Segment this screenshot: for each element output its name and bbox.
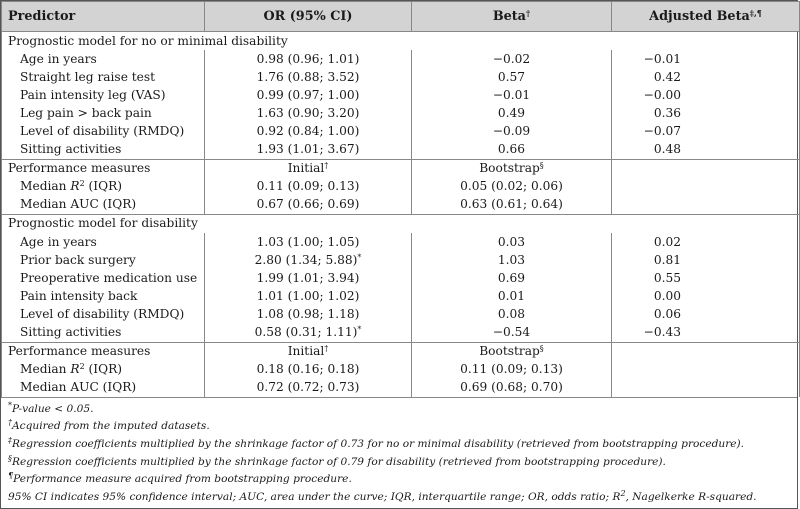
beta-cell: 0.66 — [412, 141, 612, 160]
adjusted-beta-cell: −0.07 — [612, 122, 800, 140]
median-r2-label: Median $R^2$ (IQR) — [2, 178, 205, 196]
beta-cell: 1.03 — [412, 251, 612, 269]
table-row — [2, 178, 800, 196]
empty-cell — [612, 342, 800, 361]
table-row — [2, 104, 800, 122]
auc-bootstrap-cell: 0.69 (0.68; 0.70) — [412, 379, 612, 397]
beta-cell: −0.01 — [412, 86, 612, 104]
results-table — [1, 1, 800, 397]
footnote-mark: ¶ — [8, 471, 14, 481]
odds-ratio-cell: 1.63 (0.90; 3.20) — [205, 104, 412, 122]
adjusted-beta-cell: 0.02 — [612, 233, 800, 251]
section-disability — [2, 214, 800, 396]
r2-initial-cell: 0.18 (0.16; 0.18) — [205, 361, 412, 379]
empty-cell — [612, 178, 800, 196]
auc-bootstrap-cell: 0.63 (0.61; 0.64) — [412, 196, 612, 215]
table-row — [2, 379, 800, 397]
table-row — [2, 233, 800, 251]
r2-bootstrap-cell: 0.05 (0.02; 0.06) — [412, 178, 612, 196]
r2-initial-cell: 0.11 (0.09; 0.13) — [205, 178, 412, 196]
auc-initial-cell: 0.72 (0.72; 0.73) — [205, 379, 412, 397]
beta-cell: 0.08 — [412, 305, 612, 323]
adjusted-beta-cell: −0.00 — [612, 86, 800, 104]
section-title-row — [2, 214, 800, 233]
odds-ratio-cell: 1.93 (1.01; 3.67) — [205, 141, 412, 160]
header-predictor: Predictor — [2, 2, 205, 32]
odds-ratio-cell: 2.80 (1.34; 5.88)* — [205, 251, 412, 269]
bootstrap-label: Bootstrap§ — [412, 342, 612, 361]
footnote: ¶Performance measure acquired from bootstrapping procedure. — [8, 471, 352, 486]
predictor-name: Leg pain > back pain — [2, 104, 205, 122]
predictor-name: Level of disability (RMDQ) — [2, 305, 205, 323]
adjusted-beta-cell: 0.06 — [612, 305, 800, 323]
odds-ratio-cell: 0.98 (0.96; 1.01) — [205, 50, 412, 68]
footnote: §Regression coefficients multiplied by the shrinkage factor of 0.79 for disability (retrieved from bootstrapping procedure). — [8, 453, 666, 468]
beta-cell: 0.69 — [412, 269, 612, 287]
beta-cell: 0.57 — [412, 68, 612, 86]
predictor-name: Age in years — [2, 50, 205, 68]
beta-cell: 0.49 — [412, 104, 612, 122]
adjusted-beta-cell: 0.48 — [612, 141, 800, 160]
performance-header-row — [2, 159, 800, 178]
adjusted-beta-cell: 0.55 — [612, 269, 800, 287]
median-auc-label: Median AUC (IQR) — [2, 196, 205, 215]
header-adjusted-beta: Adjusted Beta‡,¶ — [612, 2, 800, 32]
odds-ratio-cell: 1.01 (1.00; 1.02) — [205, 287, 412, 305]
predictor-name: Sitting activities — [2, 324, 205, 343]
significance-mark: * — [357, 252, 362, 262]
adjusted-beta-cell: 0.81 — [612, 251, 800, 269]
header-or: OR (95% CI) — [205, 2, 412, 32]
empty-cell — [612, 361, 800, 379]
adjusted-beta-cell: 0.36 — [612, 104, 800, 122]
predictor-name: Straight leg raise test — [2, 68, 205, 86]
predictor-name: Level of disability (RMDQ) — [2, 122, 205, 140]
predictor-name: Prior back surgery — [2, 251, 205, 269]
header-beta: Beta† — [412, 2, 612, 32]
beta-cell: −0.09 — [412, 122, 612, 140]
odds-ratio-cell: 1.76 (0.88; 3.52) — [205, 68, 412, 86]
table-row — [2, 251, 800, 269]
predictor-name: Sitting activities — [2, 141, 205, 160]
performance-header-row — [2, 342, 800, 361]
predictor-name: Preoperative medication use — [2, 269, 205, 287]
odds-ratio-cell: 0.92 (0.84; 1.00) — [205, 122, 412, 140]
table-row — [2, 86, 800, 104]
footnote: ‡Regression coefficients multiplied by the shrinkage factor of 0.73 for no or minimal disability (retrieved from bootstrapping procedure). — [8, 436, 745, 451]
beta-cell: −0.54 — [412, 324, 612, 343]
footnote: *P-value < 0.05. — [8, 400, 94, 415]
section-title: Prognostic model for disability — [2, 214, 800, 233]
header-row — [2, 2, 800, 32]
beta-cell: 0.03 — [412, 233, 612, 251]
adjusted-beta-cell: 0.42 — [612, 68, 800, 86]
beta-cell: −0.02 — [412, 50, 612, 68]
adjusted-beta-cell: −0.01 — [612, 50, 800, 68]
auc-initial-cell: 0.67 (0.66; 0.69) — [205, 196, 412, 215]
section-title: Prognostic model for no or minimal disability — [2, 32, 800, 51]
odds-ratio-cell: 1.99 (1.01; 3.94) — [205, 269, 412, 287]
footnote-mark: ‡ — [8, 436, 12, 446]
table-row — [2, 50, 800, 68]
empty-cell — [612, 159, 800, 178]
abbreviations-note: 95% CI indicates 95% confidence interval; AUC, area under the curve; IQR, interquartile range; OR, odds ratio; $R^2$, Nagelkerke R-squared. — [8, 488, 757, 503]
empty-cell — [612, 196, 800, 215]
table-row — [2, 287, 800, 305]
odds-ratio-cell: 1.03 (1.00; 1.05) — [205, 233, 412, 251]
section-no-minimal-disability — [2, 32, 800, 215]
table-row — [2, 269, 800, 287]
odds-ratio-cell: 0.99 (0.97; 1.00) — [205, 86, 412, 104]
median-r2-label: Median $R^2$ (IQR) — [2, 361, 205, 379]
footnote-mark: * — [8, 400, 12, 410]
adjusted-beta-cell: −0.43 — [612, 324, 800, 343]
significance-mark: * — [357, 325, 362, 335]
table-row — [2, 196, 800, 215]
table-row — [2, 361, 800, 379]
table-row — [2, 324, 800, 343]
footnote: †Acquired from the imputed datasets. — [8, 418, 210, 433]
table-row — [2, 141, 800, 160]
adjusted-beta-cell: 0.00 — [612, 287, 800, 305]
table-row — [2, 68, 800, 86]
table-row — [2, 305, 800, 323]
performance-label: Performance measures — [2, 342, 205, 361]
predictor-name: Pain intensity back — [2, 287, 205, 305]
footnote-mark: † — [8, 418, 12, 428]
odds-ratio-cell: 0.58 (0.31; 1.11)* — [205, 324, 412, 343]
predictor-name: Age in years — [2, 233, 205, 251]
performance-label: Performance measures — [2, 159, 205, 178]
footnote-mark: § — [8, 453, 12, 463]
initial-label: Initial† — [205, 159, 412, 178]
section-title-row — [2, 32, 800, 51]
r2-bootstrap-cell: 0.11 (0.09; 0.13) — [412, 361, 612, 379]
bootstrap-label: Bootstrap§ — [412, 159, 612, 178]
table-footnotes — [1, 397, 797, 509]
beta-cell: 0.01 — [412, 287, 612, 305]
initial-label: Initial† — [205, 342, 412, 361]
empty-cell — [612, 379, 800, 397]
predictor-name: Pain intensity leg (VAS) — [2, 86, 205, 104]
odds-ratio-cell: 1.08 (0.98; 1.18) — [205, 305, 412, 323]
table-row — [2, 122, 800, 140]
median-auc-label: Median AUC (IQR) — [2, 379, 205, 397]
